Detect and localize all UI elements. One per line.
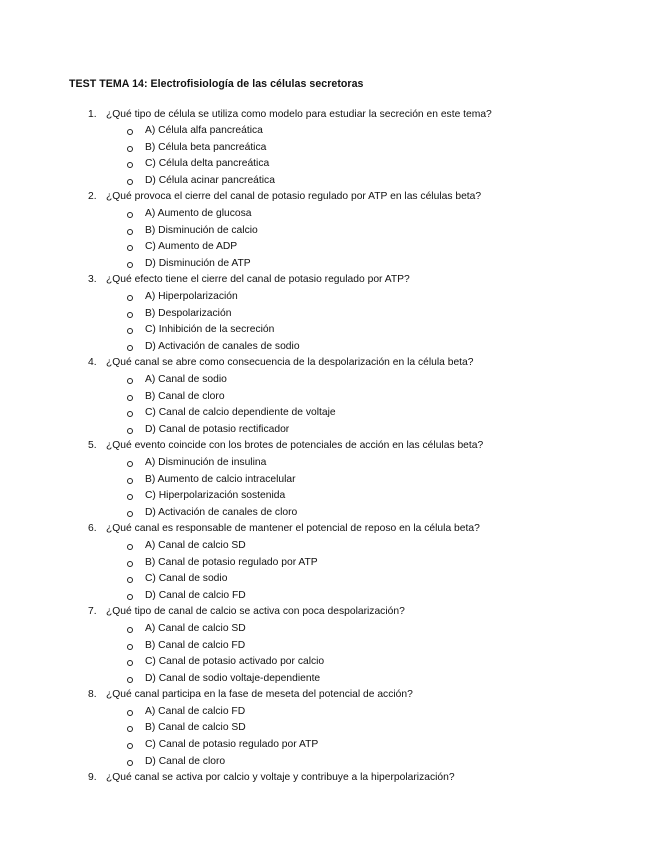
answer-option-text: B) Canal de calcio SD	[145, 722, 246, 734]
answer-option-text: D) Canal de calcio FD	[145, 589, 246, 601]
answer-option-text: B) Canal de calcio FD	[145, 639, 246, 651]
answer-option-text: A) Célula alfa pancreática	[145, 125, 263, 137]
bullet-circle-icon	[127, 710, 133, 716]
answer-option-text: C) Hiperpolarización sostenida	[145, 490, 286, 502]
question-number: 9.	[88, 772, 97, 784]
bullet-circle-icon	[127, 494, 133, 500]
question-8	[0, 689, 655, 706]
answer-option-text: C) Canal de calcio dependiente de voltaje	[145, 407, 336, 419]
answer-option	[0, 573, 655, 590]
question-text: ¿Qué efecto tiene el cierre del canal de potasio regulado por ATP?	[106, 274, 410, 286]
question-3	[0, 274, 655, 291]
question-9	[0, 772, 655, 789]
question-number: 2.	[88, 191, 97, 203]
bullet-circle-icon	[127, 511, 133, 517]
answer-option	[0, 722, 655, 739]
answer-option-text: C) Inhibición de la secreción	[145, 324, 275, 336]
bullet-circle-icon	[127, 577, 133, 583]
question-4	[0, 357, 655, 374]
answer-option-text: A) Canal de calcio SD	[145, 622, 246, 634]
answer-option	[0, 424, 655, 441]
question-7	[0, 606, 655, 623]
answer-option	[0, 623, 655, 640]
answer-option-text: B) Disminución de calcio	[145, 224, 258, 236]
bullet-circle-icon	[127, 760, 133, 766]
answer-option-text: A) Canal de calcio FD	[145, 705, 246, 717]
answer-option	[0, 756, 655, 773]
answer-option-text: D) Célula acinar pancreática	[145, 174, 275, 186]
question-text: ¿Qué tipo de célula se utiliza como modelo para estudiar la secreción en este tema?	[106, 108, 492, 120]
bullet-circle-icon	[127, 312, 133, 318]
answer-option	[0, 374, 655, 391]
answer-option	[0, 490, 655, 507]
question-number: 4.	[88, 357, 97, 369]
answer-option-text: B) Despolarización	[145, 307, 232, 319]
answer-option-text: A) Canal de calcio SD	[145, 539, 246, 551]
answer-option-text: A) Disminución de insulina	[145, 456, 267, 468]
answer-option-text: B) Célula beta pancreática	[145, 141, 267, 153]
answer-option-text: D) Activación de canales de sodio	[145, 340, 300, 352]
answer-option	[0, 540, 655, 557]
answer-option	[0, 407, 655, 424]
bullet-circle-icon	[127, 295, 133, 301]
answer-option	[0, 258, 655, 275]
answer-option	[0, 208, 655, 225]
question-text: ¿Qué canal es responsable de mantener el potencial de reposo en la célula beta?	[106, 523, 480, 535]
answer-option-text: B) Canal de cloro	[145, 390, 225, 402]
answer-option-text: C) Célula delta pancreática	[145, 158, 270, 170]
bullet-circle-icon	[127, 461, 133, 467]
bullet-circle-icon	[127, 395, 133, 401]
question-2	[0, 191, 655, 208]
question-number: 6.	[88, 523, 97, 535]
answer-option	[0, 640, 655, 657]
bullet-circle-icon	[127, 660, 133, 666]
bullet-circle-icon	[127, 411, 133, 417]
question-number: 3.	[88, 274, 97, 286]
bullet-circle-icon	[127, 262, 133, 268]
bullet-circle-icon	[127, 162, 133, 168]
answer-option-text: C) Canal de sodio	[145, 573, 228, 585]
bullet-circle-icon	[127, 743, 133, 749]
bullet-circle-icon	[127, 378, 133, 384]
answer-option	[0, 125, 655, 142]
answer-option-text: C) Canal de potasio regulado por ATP	[145, 739, 319, 751]
bullet-circle-icon	[127, 179, 133, 185]
question-number: 7.	[88, 606, 97, 618]
answer-option	[0, 706, 655, 723]
answer-option	[0, 291, 655, 308]
bullet-circle-icon	[127, 245, 133, 251]
bullet-circle-icon	[127, 544, 133, 550]
answer-option	[0, 308, 655, 325]
bullet-circle-icon	[127, 594, 133, 600]
answer-option-text: B) Aumento de calcio intracelular	[145, 473, 296, 485]
bullet-circle-icon	[127, 146, 133, 152]
question-5	[0, 440, 655, 457]
answer-option	[0, 391, 655, 408]
bullet-circle-icon	[127, 561, 133, 567]
bullet-circle-icon	[127, 328, 133, 334]
bullet-circle-icon	[127, 478, 133, 484]
answer-option-text: D) Disminución de ATP	[145, 257, 251, 269]
answer-option	[0, 241, 655, 258]
bullet-circle-icon	[127, 677, 133, 683]
answer-option-text: D) Canal de cloro	[145, 755, 226, 767]
answer-option-text: D) Activación de canales de cloro	[145, 506, 298, 518]
answer-option	[0, 341, 655, 358]
answer-option-text: D) Canal de potasio rectificador	[145, 423, 290, 435]
answer-option	[0, 673, 655, 690]
bullet-circle-icon	[127, 428, 133, 434]
question-text: ¿Qué evento coincide con los brotes de potenciales de acción en las células beta?	[106, 440, 484, 452]
bullet-circle-icon	[127, 345, 133, 351]
question-number: 5.	[88, 440, 97, 452]
question-text: ¿Qué tipo de canal de calcio se activa con poca despolarización?	[106, 606, 405, 618]
answer-option	[0, 507, 655, 524]
bullet-circle-icon	[127, 726, 133, 732]
bullet-circle-icon	[127, 212, 133, 218]
answer-option-text: A) Hiperpolarización	[145, 291, 238, 303]
question-1	[0, 109, 655, 126]
answer-option	[0, 457, 655, 474]
answer-option-text: C) Canal de potasio activado por calcio	[145, 656, 325, 668]
answer-option	[0, 739, 655, 756]
question-text: ¿Qué canal se activa por calcio y voltaje y contribuye a la hiperpolarización?	[106, 772, 455, 784]
answer-option	[0, 158, 655, 175]
answer-option	[0, 557, 655, 574]
answer-option-text: A) Aumento de glucosa	[145, 208, 252, 220]
question-text: ¿Qué canal participa en la fase de meseta del potencial de acción?	[106, 689, 413, 701]
answer-option	[0, 590, 655, 607]
answer-option	[0, 656, 655, 673]
question-list	[0, 109, 655, 789]
answer-option-text: B) Canal de potasio regulado por ATP	[145, 556, 318, 568]
question-number: 1.	[88, 108, 97, 120]
question-text: ¿Qué canal se abre como consecuencia de la despolarización en la célula beta?	[106, 357, 474, 369]
answer-option	[0, 474, 655, 491]
document-title: TEST TEMA 14: Electrofisiología de las células secretoras	[69, 78, 364, 90]
bullet-circle-icon	[127, 229, 133, 235]
answer-option	[0, 142, 655, 159]
answer-option-text: A) Canal de sodio	[145, 374, 227, 385]
answer-option-text: D) Canal de sodio voltaje-dependiente	[145, 672, 321, 684]
question-number: 8.	[88, 689, 97, 701]
question-text: ¿Qué provoca el cierre del canal de potasio regulado por ATP en las células beta?	[106, 191, 482, 203]
bullet-circle-icon	[127, 627, 133, 633]
answer-option	[0, 175, 655, 192]
answer-option	[0, 225, 655, 242]
answer-option-text: C) Aumento de ADP	[145, 241, 238, 253]
answer-option	[0, 324, 655, 341]
bullet-circle-icon	[127, 644, 133, 650]
question-6	[0, 523, 655, 540]
bullet-circle-icon	[127, 129, 133, 135]
